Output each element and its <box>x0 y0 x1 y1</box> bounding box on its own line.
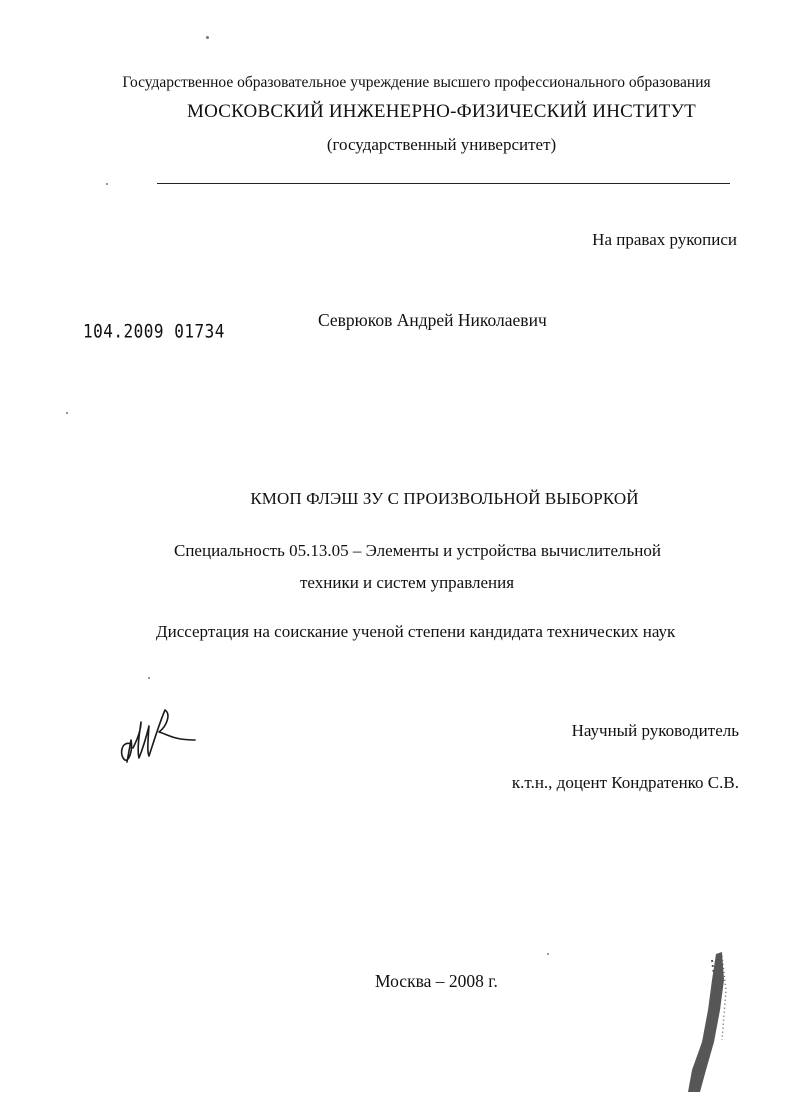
scan-speck <box>206 36 209 39</box>
manuscript-note: На правах рукописи <box>592 230 737 249</box>
supervisor-title: Научный руководитель <box>571 721 739 740</box>
scan-speck <box>148 677 150 679</box>
institution-line: Государственное образовательное учреждение высшего профессионального образования <box>122 74 711 91</box>
specialty-line-1: Специальность 05.13.05 – Элементы и устройства вычислительной <box>174 541 661 560</box>
scan-speck <box>66 412 68 414</box>
institute-status: (государственный университет) <box>326 135 557 154</box>
scan-edge-shadow <box>678 950 728 1094</box>
header-divider <box>157 183 730 184</box>
degree-line: Диссертация на соискание ученой степени кандидата технических наук <box>156 622 676 641</box>
thesis-title: КМОП ФЛЭШ ЗУ С ПРОИЗВОЛЬНОЙ ВЫБОРКОЙ <box>250 489 639 508</box>
author-name: Севрюков Андрей Николаевич <box>318 310 547 330</box>
supervisor-name: к.т.н., доцент Кондратенко С.В. <box>511 773 739 792</box>
city-year: Москва – 2008 г. <box>375 971 498 991</box>
scan-speck <box>106 183 108 185</box>
specialty-line-2: техники и систем управления <box>300 573 515 592</box>
scan-speck <box>547 953 549 955</box>
institute-name: МОСКОВСКИЙ ИНЖЕНЕРНО-ФИЗИЧЕСКИЙ ИНСТИТУТ <box>187 101 696 122</box>
registry-number: 104.2009 01734 <box>83 320 225 342</box>
signature-image <box>115 700 210 770</box>
